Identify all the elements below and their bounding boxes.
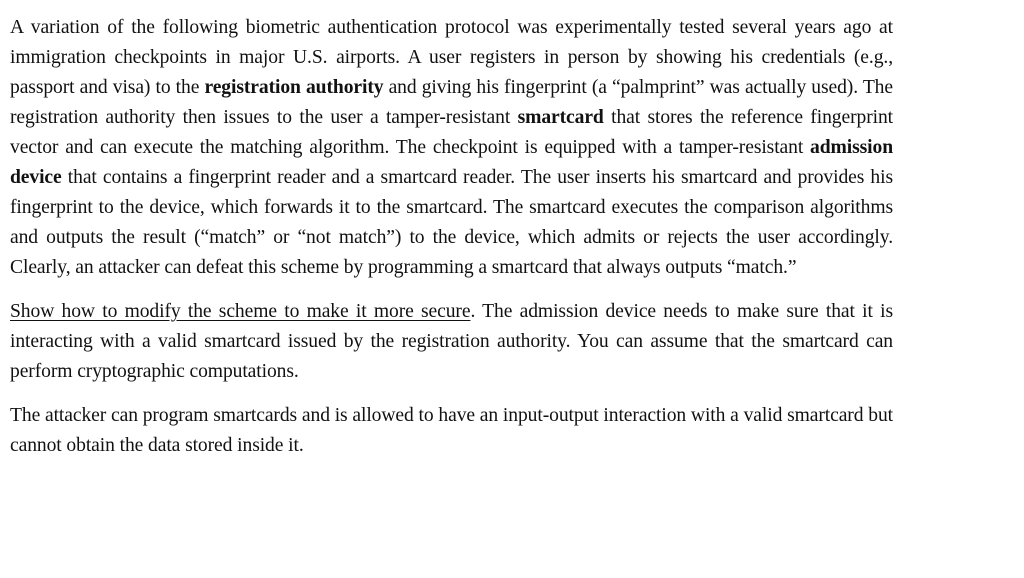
- text-segment: The attacker can program smartcards and is allowed to have an input-output interaction with a valid smartcard but cannot obtain the data stored inside it.: [10, 405, 893, 456]
- term-registration-authority: registration authority: [204, 77, 384, 98]
- text-segment: that contains a fingerprint reader and a smartcard reader. The user inserts his smartcard and provides his fingerprint to the device, which forwards it to the smartcard. The smartcard executes the comparison algorithms and outputs the result (“match” or “not match”) to the device, which admits or rejects the user accordingly. Clearly, an attacker can defeat this scheme by programming a smartcard that always outputs “match.”: [10, 167, 893, 278]
- text-segment: that stores the reference fingerprint vector and can execute the matching algorithm. The checkpoint is equipped with a tamper-resistant: [10, 107, 893, 158]
- text-segment: . The admission device needs to make sure that it is interacting with a valid smartcard issued by the registration authority. You can assume that the smartcard can perform cryptographic computations.: [10, 301, 893, 382]
- paragraph-protocol-description: [10, 13, 893, 283]
- document-body: [10, 13, 893, 475]
- text-segment: and giving his fingerprint (a “palmprint” was actually used). The registration authority then issues to the user a tamper-resistant: [10, 77, 893, 128]
- term-admission-device: admission device: [10, 137, 893, 188]
- task-instruction: Show how to modify the scheme to make it more secure: [10, 301, 471, 322]
- paragraph-attacker-model: [10, 401, 893, 461]
- paragraph-task: [10, 297, 893, 387]
- text-segment: A variation of the following biometric authentication protocol was experimentally tested several years ago at immigration checkpoints in major U.S. airports. A user registers in person by showing his credentials (e.g., passport and visa) to the: [10, 17, 893, 98]
- term-smartcard: smartcard: [517, 107, 604, 128]
